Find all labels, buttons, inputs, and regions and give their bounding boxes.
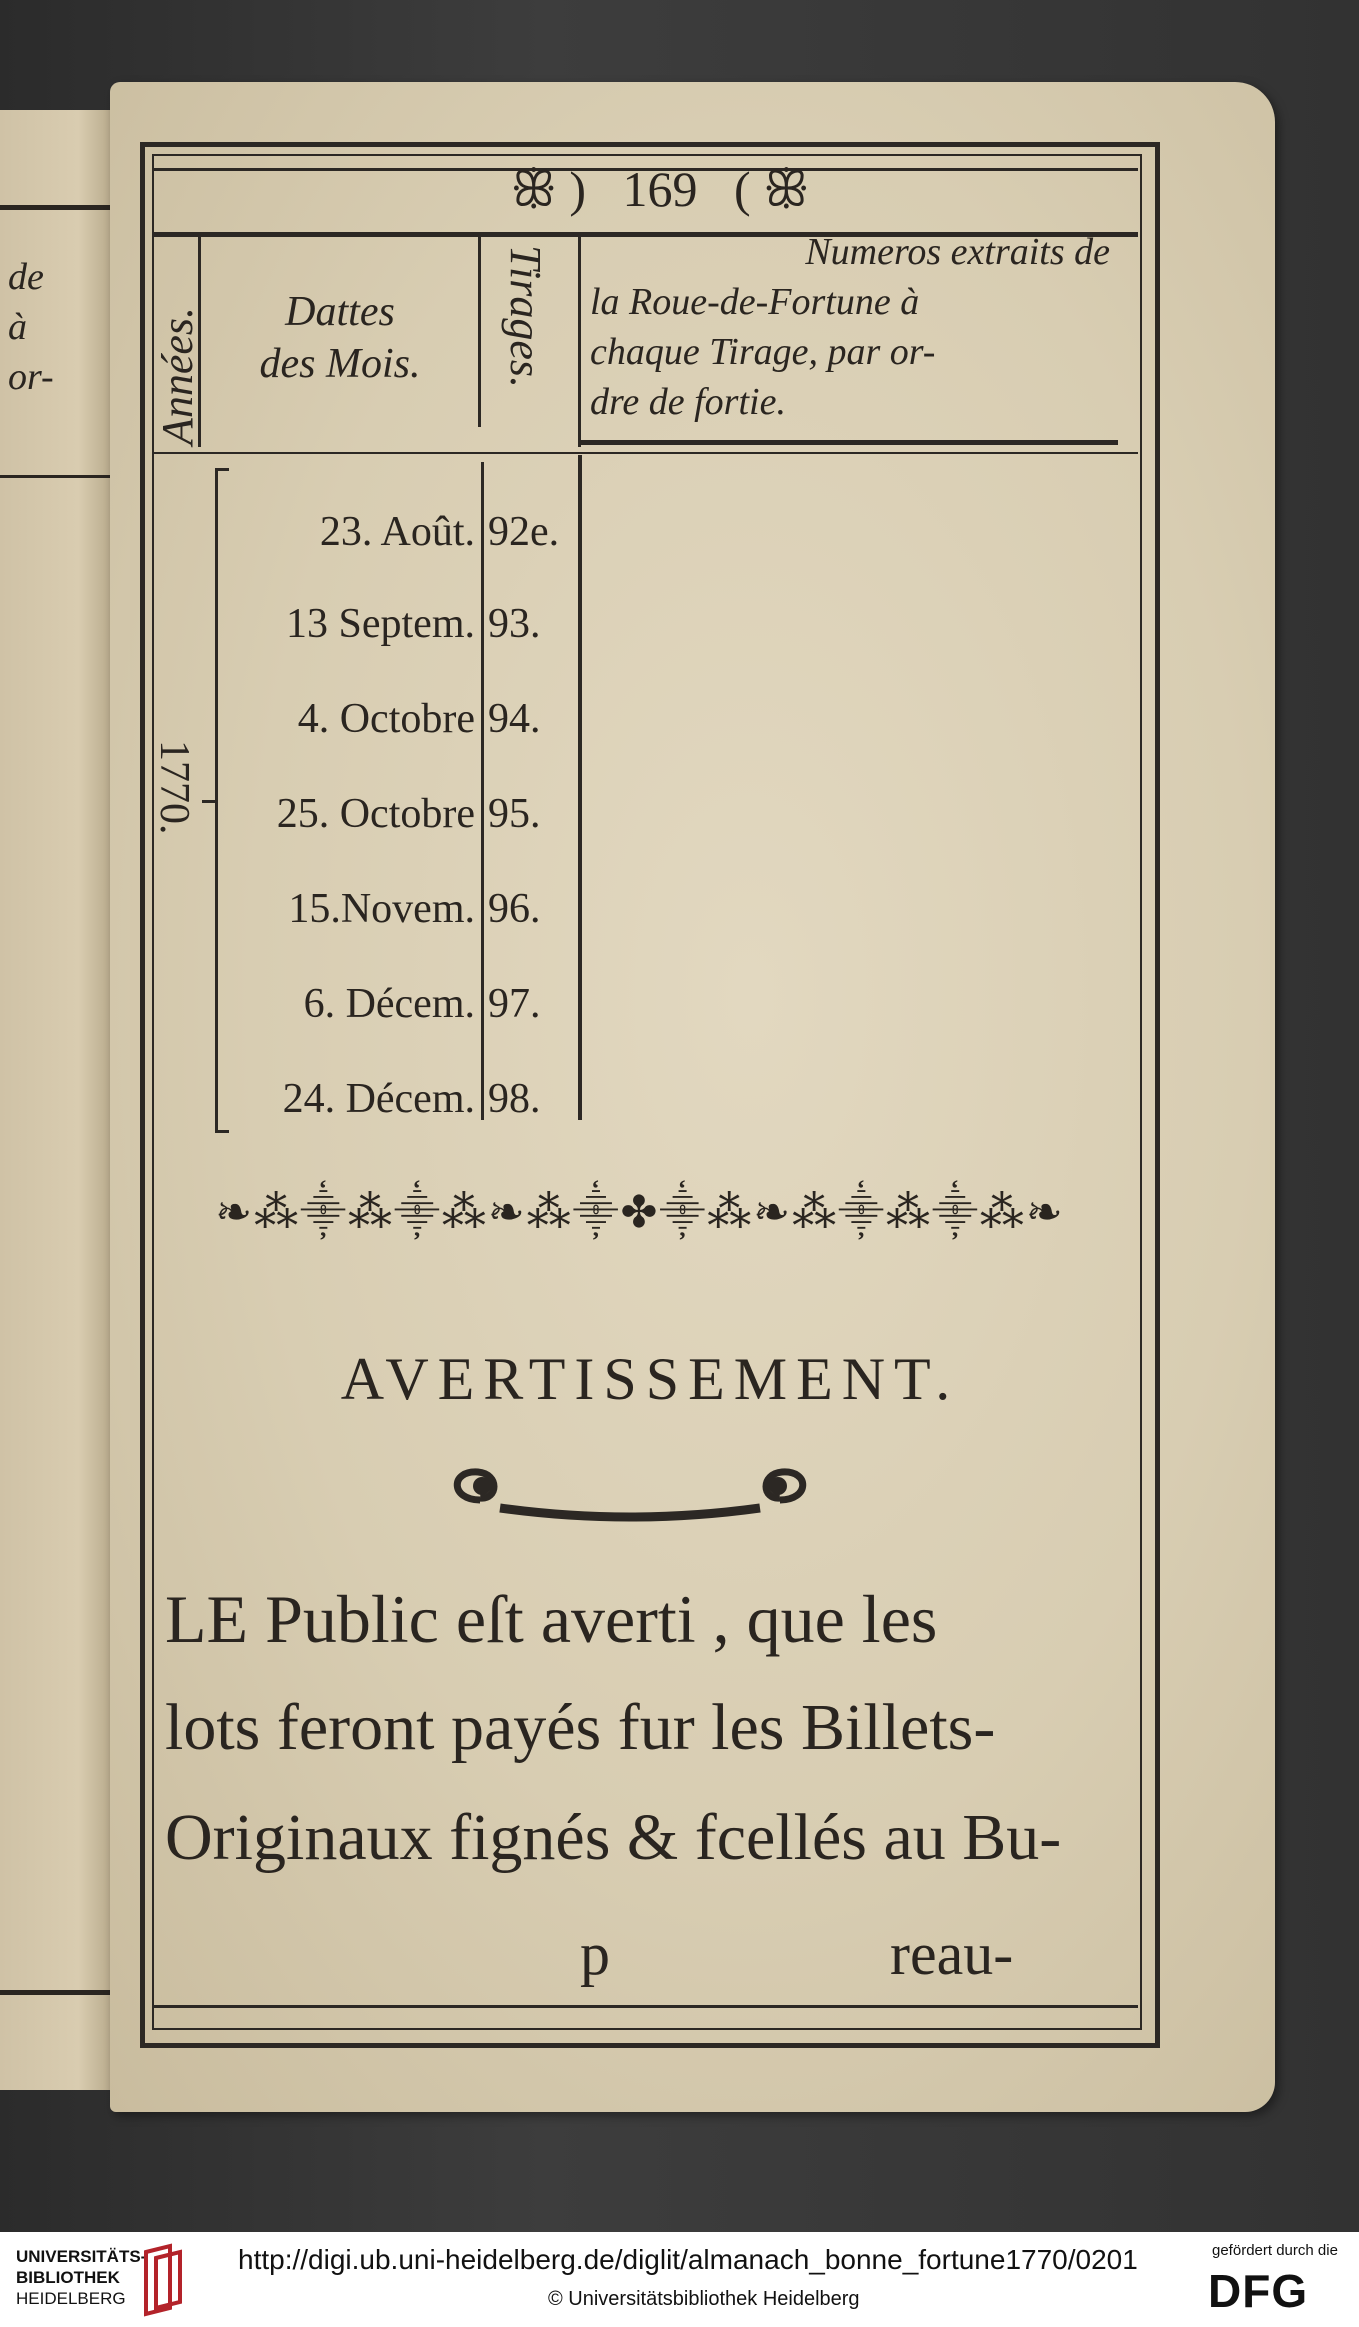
- row-date: 24. Décem.: [282, 1076, 475, 1122]
- left-fragment: de: [8, 256, 44, 298]
- year-brace-top: [215, 468, 229, 471]
- page-bottom-rule: [152, 2005, 1138, 2008]
- table-year: 1770.: [151, 740, 197, 835]
- header-draws: Tirages.: [501, 245, 550, 389]
- dfg-logo: DFG: [1208, 2265, 1309, 2317]
- left-rule: [0, 1990, 112, 1995]
- row-date: 13 Septem.: [286, 601, 475, 647]
- viewer-footer: [0, 2232, 1359, 2327]
- header-dates-line2: des Mois.: [259, 341, 421, 387]
- col-divider: [578, 237, 581, 447]
- header-years: Années.: [153, 306, 202, 445]
- row-date: 4. Octobre: [297, 696, 475, 742]
- scroll-flourish-ornament: [440, 1460, 820, 1540]
- permalink-url[interactable]: http://digi.ub.uni-heidelberg.de/diglit/almanach_bonne_fortune1770/0201: [238, 2244, 1138, 2275]
- funded-by-label: gefördert durch die: [1212, 2242, 1338, 2259]
- catchword: reau-: [890, 1921, 1014, 1987]
- row-draw: 94.: [488, 696, 541, 742]
- left-rule: [0, 475, 112, 478]
- institution-line: UNIVERSITÄTS-: [16, 2247, 147, 2266]
- header-numbers-line: dre de fortie.: [590, 381, 786, 423]
- row-draw: 98.: [488, 1076, 541, 1122]
- body-line-3: Originaux fignés & fcellés au Bu-: [165, 1801, 1062, 1874]
- left-fragment: à: [8, 306, 27, 348]
- left-page-edge: [0, 110, 115, 2090]
- body-line-1: LE Public eſt averti , que les: [165, 1581, 938, 1657]
- year-brace-point: [202, 800, 216, 803]
- year-brace-bottom: [215, 1130, 229, 1133]
- header-ornament-left: ꕥ ): [510, 161, 586, 217]
- institution-line: HEIDELBERG: [16, 2289, 126, 2308]
- left-rule: [0, 205, 112, 210]
- row-draw: 95.: [488, 791, 541, 837]
- header-numbers-line: la Roue-de-Fortune à: [590, 281, 920, 323]
- col-divider: [478, 237, 481, 427]
- header-dates-line1: Dattes: [285, 289, 395, 335]
- header-numbers-rule: [578, 440, 1118, 445]
- institution-line: BIBLIOTHEK: [16, 2268, 120, 2287]
- avertissement-title: AVERTISSEMENT.: [340, 1346, 960, 1412]
- left-fragment: or-: [8, 356, 54, 398]
- row-draw: 96.: [488, 886, 541, 932]
- institution-logo-text: [16, 2246, 146, 2309]
- row-date: 25. Octobre: [276, 791, 475, 837]
- draw-col-divider-right: [578, 455, 582, 1120]
- header-numbers-line: chaque Tirage, par or-: [590, 331, 936, 373]
- page-number: 169: [622, 161, 698, 217]
- row-date: 23. Août.: [319, 509, 475, 555]
- row-draw: 92e.: [488, 509, 560, 555]
- ornament-row: ❧⁂⸎⁂⸎⁂❧⁂⸎✤⸎⁂❧⁂⸎⁂⸎⁂❧: [215, 1188, 1065, 1237]
- copyright-notice: © Universitätsbibliothek Heidelberg: [548, 2288, 860, 2310]
- header-ornament-right: ( ꕥ: [734, 161, 810, 217]
- row-draw: 97.: [488, 981, 541, 1027]
- row-draw: 93.: [488, 601, 541, 647]
- university-logo-icon: [140, 2242, 188, 2318]
- body-line-2: lots feront payés fur les Billets-: [165, 1691, 996, 1764]
- signature-mark: p: [580, 1921, 610, 1987]
- table-header-rule: [152, 452, 1138, 454]
- row-date: 15.Novem.: [288, 886, 475, 932]
- page-number-line: [430, 160, 890, 219]
- header-numbers-line: Numeros extraits de: [805, 231, 1110, 273]
- draw-col-divider-left: [481, 462, 484, 1120]
- row-date: 6. Décem.: [303, 981, 475, 1027]
